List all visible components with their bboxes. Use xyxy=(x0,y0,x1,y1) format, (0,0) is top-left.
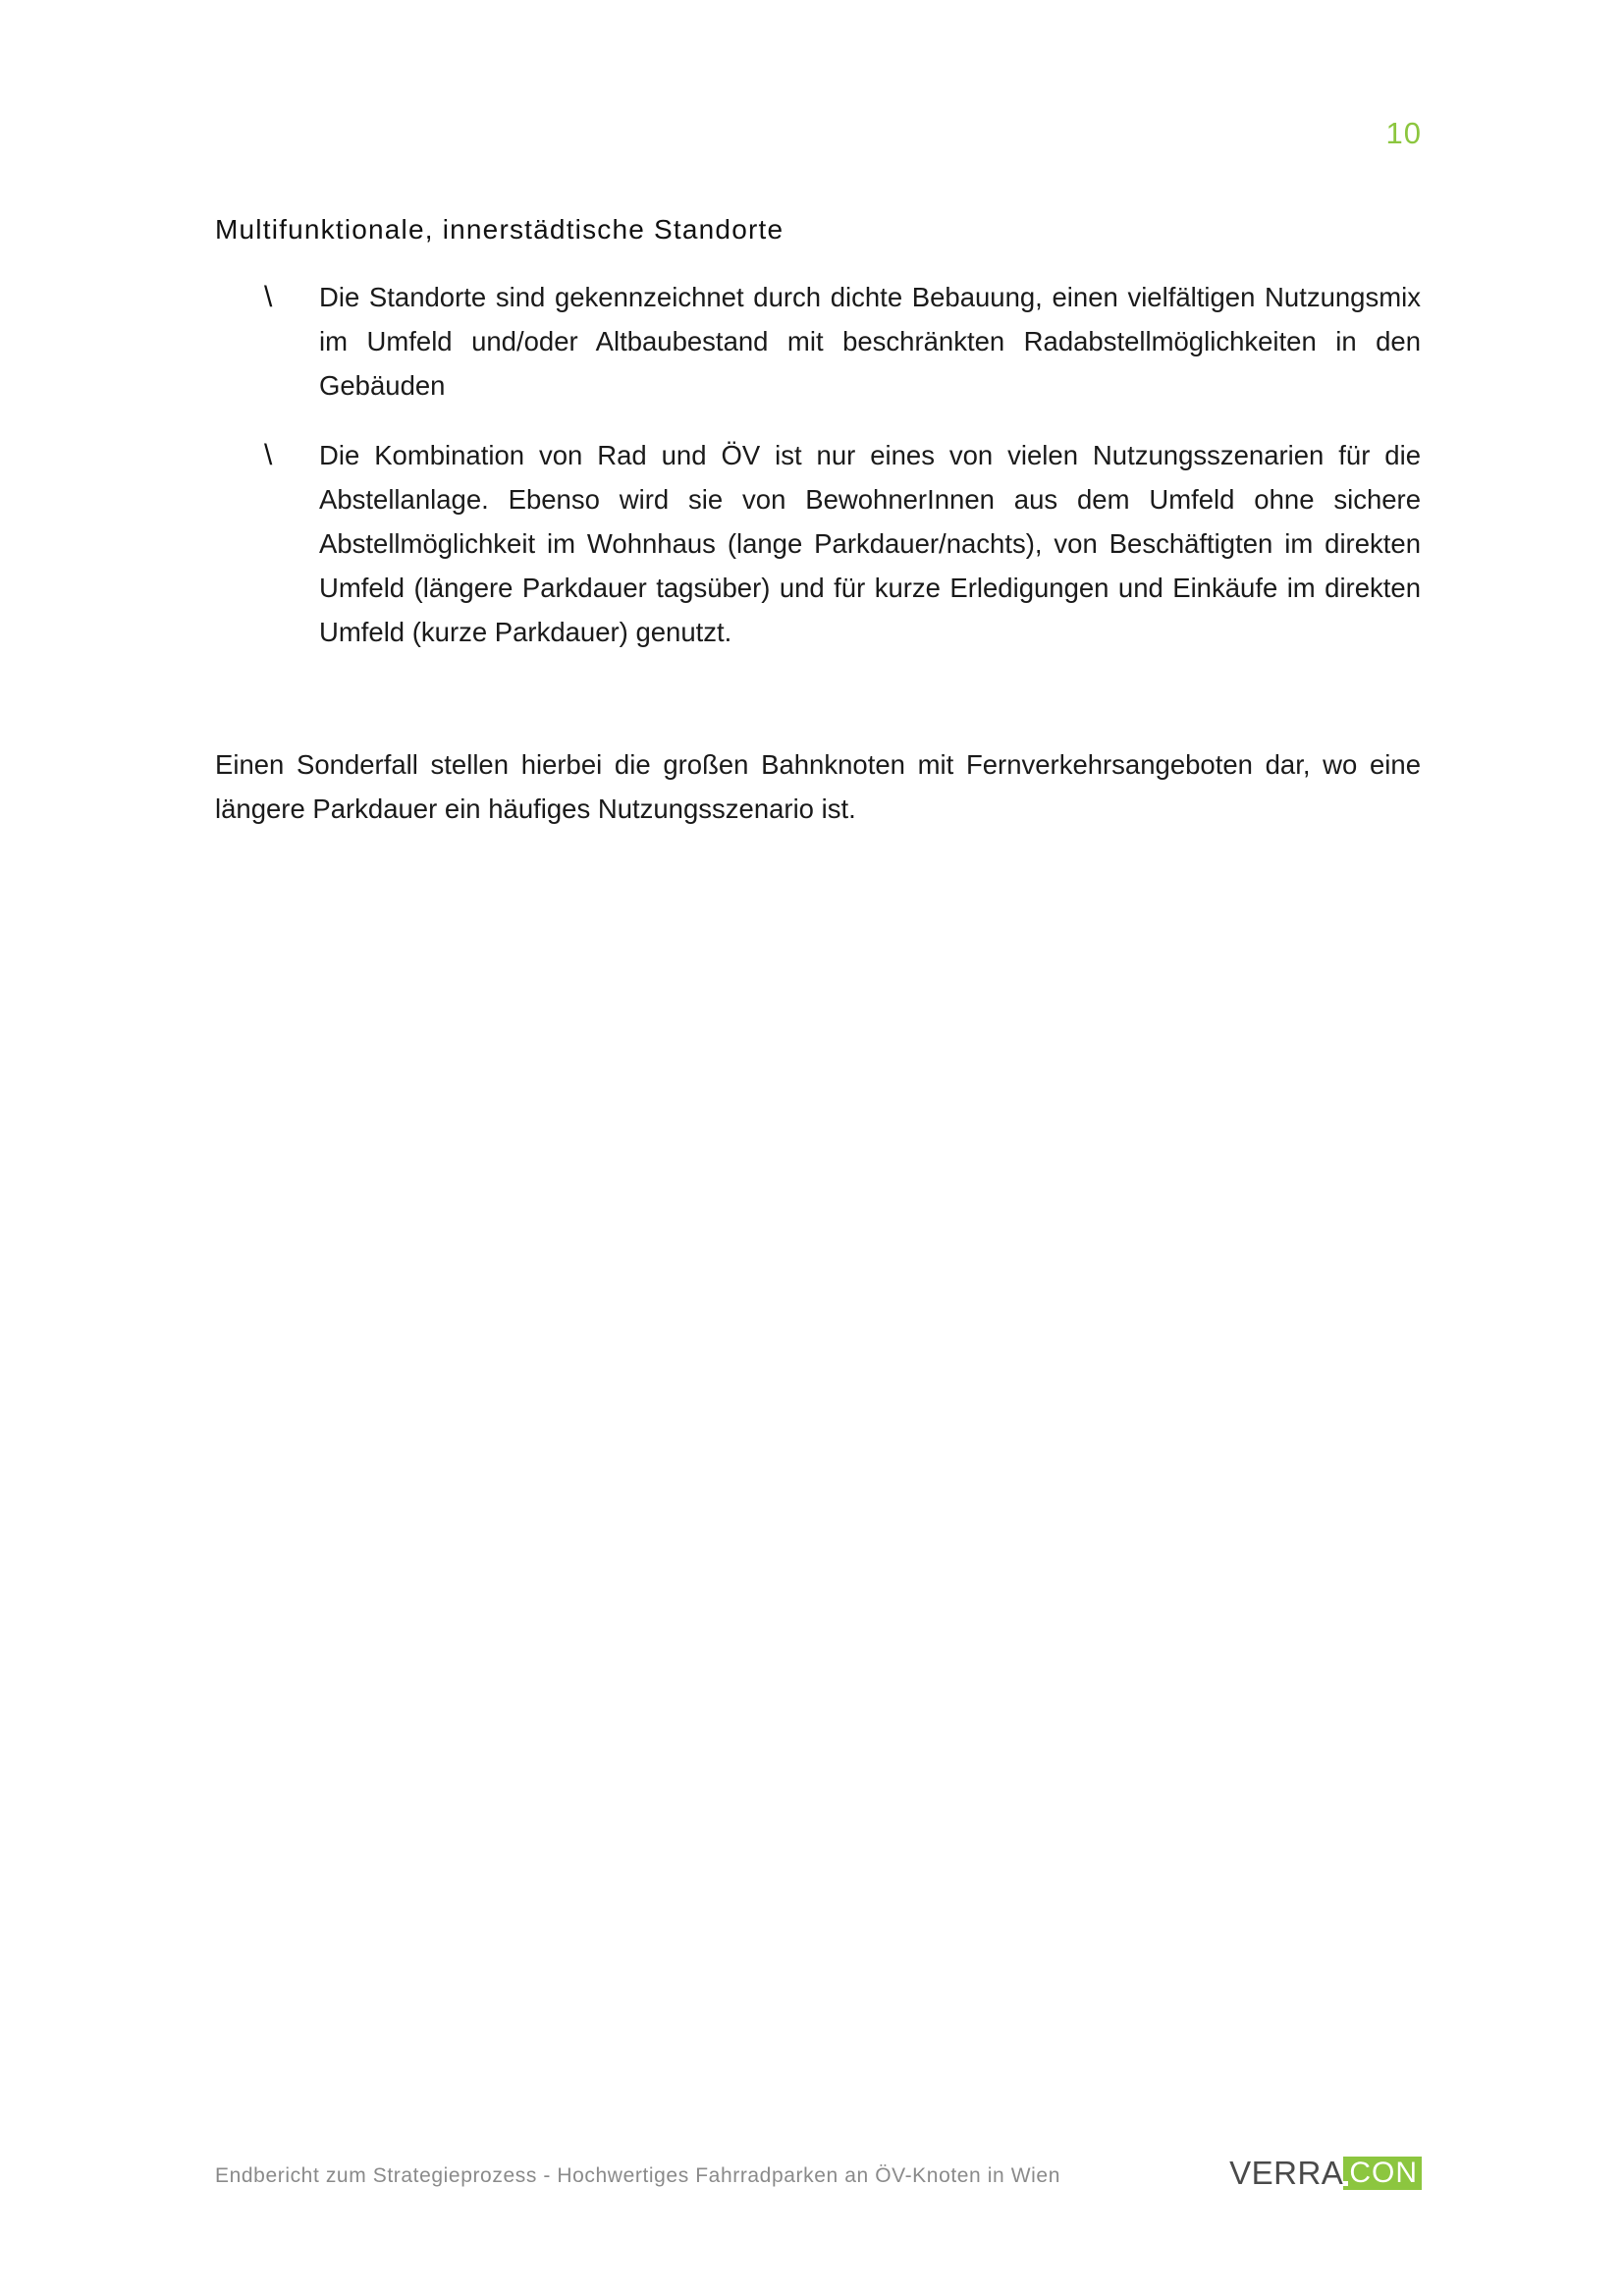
page-number: 10 xyxy=(1385,116,1422,150)
bullet-marker: \ xyxy=(264,281,273,313)
verracon-logo xyxy=(1229,2157,1422,2190)
bullet-text: Die Standorte sind gekennzeichnet durch dichte Bebauung, einen vielfältigen Nutzungsmix im Umfeld und/oder Altbaubestand mit beschränkten Radabstellmöglichkeiten in den Gebäuden xyxy=(319,282,1421,401)
main-content xyxy=(215,214,1421,858)
list-item xyxy=(215,275,1421,408)
bullet-text: Die Kombination von Rad und ÖV ist nur eines von vielen Nutzungsszenarien für die Abstellanlage. Ebenso wird sie von BewohnerInnen aus dem Umfeld ohne sichere Abstellmöglichkeit im Wohnhaus (lange Parkdauer/nachts), von Beschäftigten im direkten Umfeld (längere Parkdauer tagsüber) und für kurze Erledigungen und Einkäufe im direkten Umfeld (kurze Parkdauer) genutzt. xyxy=(319,440,1421,647)
logo-text-verra: VERRA xyxy=(1229,2155,1344,2191)
section-heading: Multifunktionale, innerstädtische Standorte xyxy=(215,214,784,245)
footer-text: Endbericht zum Strategieprozess - Hochwertiges Fahrradparken an ÖV-Knoten in Wien xyxy=(215,2164,1060,2187)
bullet-list xyxy=(215,275,1421,654)
logo-text-con: CON xyxy=(1343,2157,1422,2190)
body-paragraph: Einen Sonderfall stellen hierbei die großen Bahnknoten mit Fernverkehrsangeboten dar, wo eine längere Parkdauer ein häufiges Nutzungsszenario ist. xyxy=(215,749,1421,824)
page-footer xyxy=(215,2157,1422,2196)
bullet-marker: \ xyxy=(264,439,273,471)
list-item xyxy=(215,433,1421,654)
